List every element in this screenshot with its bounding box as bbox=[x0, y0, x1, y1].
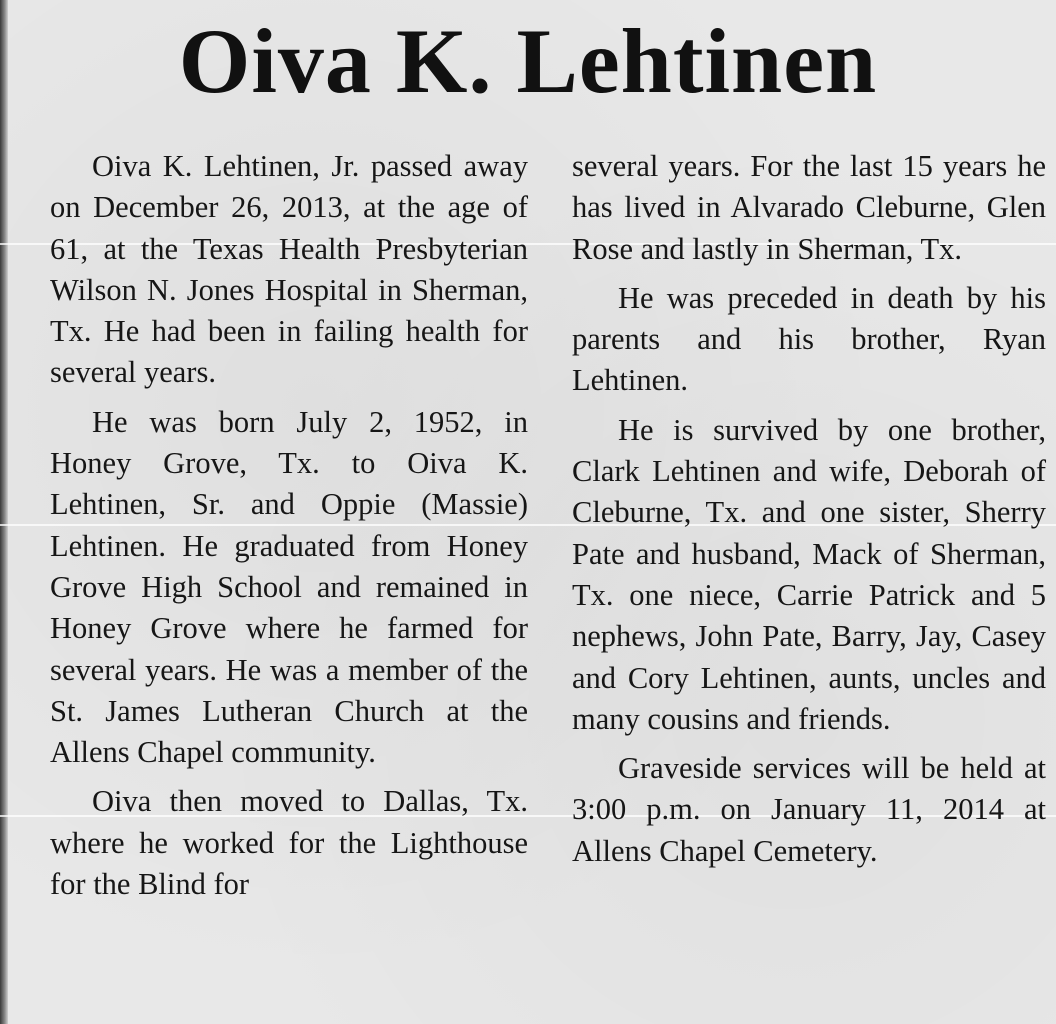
obituary-headline: Oiva K. Lehtinen bbox=[178, 10, 878, 112]
obituary-paragraph: Oiva then moved to Dallas, Tx. where he worked for the Lighthouse for the Blind for bbox=[50, 784, 528, 902]
obituary-column-right bbox=[572, 146, 1046, 880]
obituary-paragraph: He is survived by one brother, Clark Lehtinen and wife, Deborah of Cleburne, Tx. and one sister, Sherry Pate and husband, Mack of Sherman, Tx. one niece, Carrie Patrick and 5 nephews, John Pate, Barry, Jay, Casey and Cory Lehtinen, aunts, uncles and many cousins and friends. bbox=[572, 412, 1046, 736]
obituary-paragraph: He was preceded in death by his parents and his brother, Ryan Lehtinen. bbox=[572, 280, 1046, 398]
obituary-paragraph: several years. For the last 15 years he has lived in Alvarado Cleburne, Glen Rose and lastly in Sherman, Tx. bbox=[572, 149, 1046, 266]
obituary-paragraph: He was born July 2, 1952, in Honey Grove, Tx. to Oiva K. Lehtinen, Sr. and Oppie (Massie) Lehtinen. He graduated from Honey Grove High School and remained in Honey Grove where he farmed for several years. He was a member of the St. James Lutheran Church at the Allens Chapel community. bbox=[50, 404, 528, 770]
obituary-paragraph: Oiva K. Lehtinen, Jr. passed away on December 26, 2013, at the age of 61, at the Texas Health Presbyterian Wilson N. Jones Hospital in Sherman, Tx. He had been in failing health for several years. bbox=[50, 149, 528, 390]
obituary-paragraph: Graveside services will be held at 3:00 p.m. on January 11, 2014 at Allens Chapel Cemetery. bbox=[572, 751, 1046, 868]
obituary-column-left bbox=[50, 146, 528, 913]
clipping-left-edge bbox=[0, 0, 8, 1024]
